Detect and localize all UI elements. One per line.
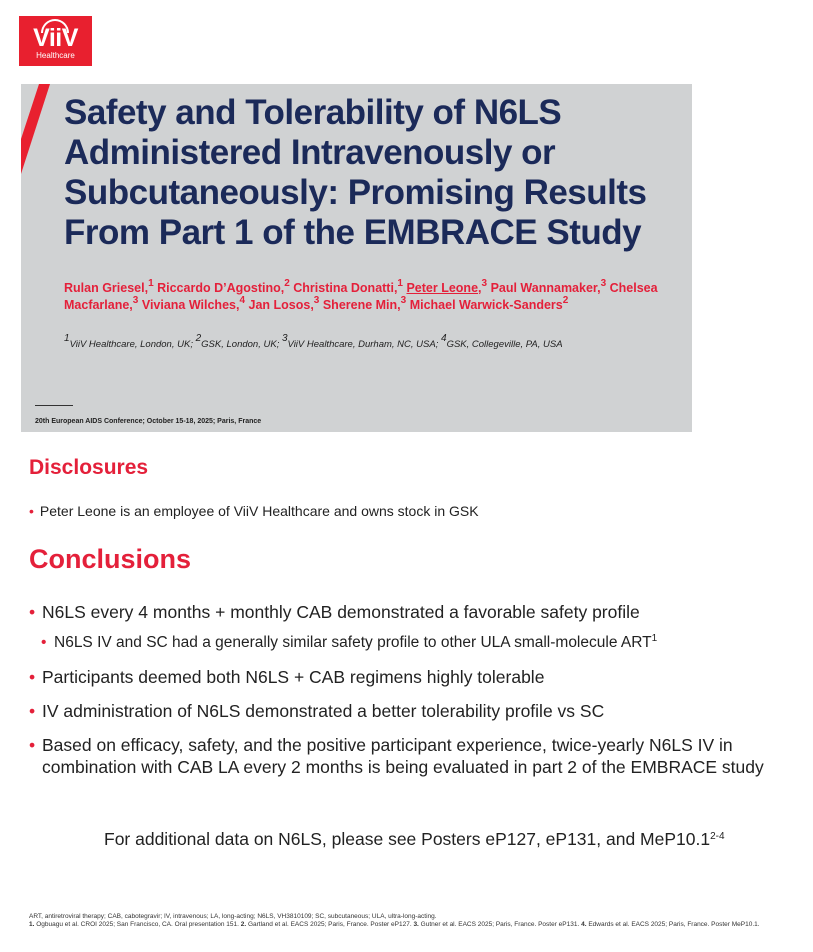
divider bbox=[35, 405, 73, 406]
conclusion-item bbox=[29, 700, 809, 722]
author-name: Riccardo D’Agostino, bbox=[157, 281, 285, 295]
presentation-title: Safety and Tolerability of N6LS Administered Intravenously or Subcutaneously: Promising Results From Part 1 of the EMBRACE Study bbox=[64, 93, 647, 252]
conclusion-item bbox=[29, 734, 809, 778]
conclusion-item bbox=[29, 666, 809, 688]
reference-number: 1. bbox=[29, 921, 35, 928]
reference-number: 3. bbox=[413, 921, 419, 928]
logo-arc-icon bbox=[41, 19, 69, 33]
conclusion-ref: 1 bbox=[651, 633, 658, 644]
disclosure-text: Peter Leone is an employee of ViiV Healthcare and owns stock in GSK bbox=[39, 503, 479, 519]
author-name: Chelsea Macfarlane, bbox=[64, 281, 658, 312]
author-affiliation-ref: 3 bbox=[313, 294, 320, 306]
author-affiliation-ref: 2 bbox=[562, 294, 569, 306]
logo-subtitle: Healthcare bbox=[36, 51, 75, 60]
author-list: Rulan Griesel,$^1$ Riccardo D’Agostino,$^2$ Christina Donatti,$^1$ Peter Leone,$^3$ Paul Wannamaker,$^3$ Chelsea Macfarlane,$^3$ Viviana Wilches,$^4$ Jan Losos,$^3$ Sherene Min,$^3$ Michael Warwick-Sanders$^2$ bbox=[64, 278, 658, 312]
reference-number: 2. bbox=[240, 921, 247, 928]
author-affiliation-ref: 1 bbox=[148, 278, 154, 289]
author-name: Viviana Wilches, bbox=[141, 297, 240, 312]
reference-text: Gutner et al. EACS 2025; Paris, France. Poster eP131. bbox=[418, 921, 582, 928]
bullet-icon: • bbox=[29, 735, 36, 755]
author-name: Rulan Griesel, bbox=[64, 281, 149, 295]
affiliation-text: GSK, London, UK; bbox=[201, 339, 282, 350]
author-name: Michael Warwick-Sanders bbox=[409, 297, 563, 312]
bullet-icon: • bbox=[29, 701, 36, 721]
conclusion-text: Based on efficacy, safety, and the positive participant experience, twice-yearly N6LS IV in combination with CAB LA every 2 months is being evaluated in part 2 of the EMBRACE study bbox=[42, 735, 764, 777]
red-wedge-decoration bbox=[21, 84, 50, 174]
reference-text: Ogbuagu et al. CROI 2025; San Francisco, CA. Oral presentation 151. bbox=[34, 921, 241, 928]
additional-text: For additional data on N6LS, please see Posters eP127, eP131, and MeP10.1 bbox=[104, 829, 711, 849]
disclosure-item bbox=[29, 503, 479, 519]
bullet-icon: • bbox=[41, 634, 47, 651]
conference-line: 20th European AIDS Conference; October 15-18, 2025; Paris, France bbox=[35, 418, 262, 425]
bullet-icon: • bbox=[29, 602, 36, 622]
affiliation-ref: 1 bbox=[64, 333, 70, 344]
bullet-icon: • bbox=[29, 667, 36, 687]
author-name: Peter Leone bbox=[406, 281, 479, 295]
reference-text: Edwards et al. EACS 2025; Paris, France. Poster MeP10.1. bbox=[586, 921, 760, 928]
affiliation-text: GSK, Collegeville, PA, USA bbox=[446, 339, 563, 350]
author-affiliation-ref: 3 bbox=[481, 278, 488, 289]
conclusion-text: N6LS every 4 months + monthly CAB demonstrated a favorable safety profile bbox=[42, 602, 640, 622]
affiliation-ref: 3 bbox=[281, 333, 288, 344]
affiliations bbox=[64, 333, 684, 350]
conclusion-item bbox=[41, 632, 809, 654]
abbreviations: ART, antiretroviral therapy; CAB, cabotegravir; IV, intravenous; LA, long-acting; N6LS, VH3810109; SC, subcutaneous; ULA, ultra-long-acting. bbox=[29, 913, 437, 920]
author-name: Sherene Min, bbox=[322, 297, 401, 312]
author-name: Jan Losos, bbox=[248, 297, 314, 312]
conclusion-item bbox=[29, 601, 809, 623]
author-affiliation-ref: 3 bbox=[600, 278, 607, 289]
footnotes bbox=[29, 913, 804, 929]
affiliation-text: ViiV Healthcare, Durham, NC, USA; bbox=[287, 339, 441, 350]
references bbox=[29, 921, 804, 929]
conclusion-text: N6LS IV and SC had a generally similar safety profile to other ULA small-molecule ART bbox=[54, 634, 652, 651]
author-name: Paul Wannamaker, bbox=[490, 281, 601, 295]
affiliation-text: ViiV Healthcare, London, UK; bbox=[69, 339, 196, 350]
logo-wordmark: ViiV bbox=[33, 24, 78, 52]
author-affiliation-ref: 2 bbox=[284, 278, 290, 289]
title-slide bbox=[21, 84, 692, 432]
bullet-icon: • bbox=[29, 503, 34, 519]
reference-text: Gartland et al. EACS 2025; Paris, France. Poster eP127. bbox=[246, 921, 414, 928]
author-affiliation-ref: 1 bbox=[397, 278, 403, 289]
additional-ref: 2-4 bbox=[710, 831, 725, 842]
conclusion-text: IV administration of N6LS demonstrated a better tolerability profile vs SC bbox=[42, 701, 605, 721]
conclusions-heading: Conclusions bbox=[29, 544, 192, 574]
author-affiliation-ref: 4 bbox=[239, 294, 246, 306]
author-name: Christina Donatti, bbox=[293, 281, 398, 295]
viiv-logo bbox=[19, 16, 92, 66]
conclusion-text: Participants deemed both N6LS + CAB regimens highly tolerable bbox=[42, 667, 545, 687]
additional-data-note bbox=[104, 829, 725, 850]
author-affiliation-ref: 3 bbox=[400, 294, 407, 306]
reference-number: 4. bbox=[581, 921, 587, 928]
affiliation-ref: 2 bbox=[195, 333, 202, 344]
author-affiliation-ref: 3 bbox=[132, 294, 139, 306]
conclusions-list bbox=[29, 601, 809, 778]
affiliation-ref: 4 bbox=[441, 333, 447, 344]
disclosures-heading: Disclosures bbox=[29, 456, 149, 479]
